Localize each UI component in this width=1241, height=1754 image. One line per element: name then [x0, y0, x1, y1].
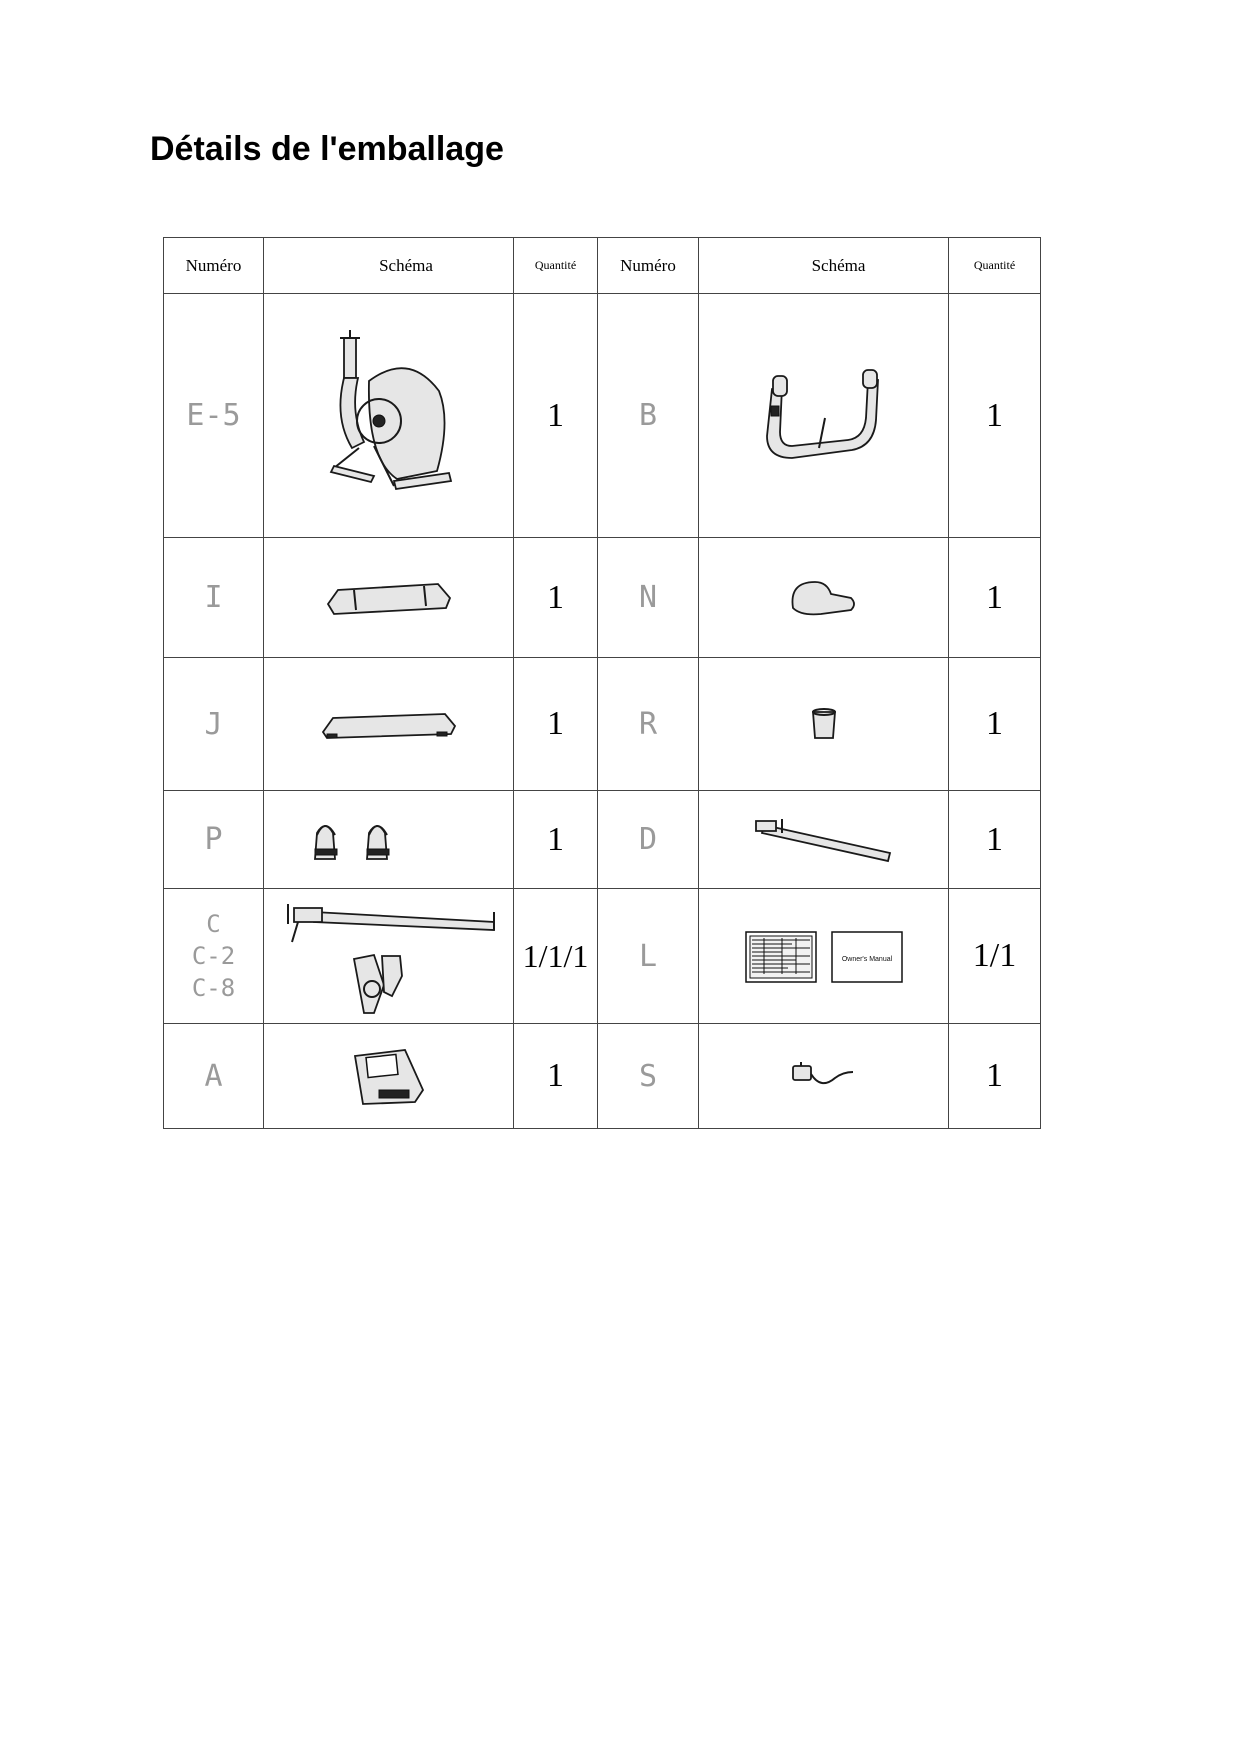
- header-number: Numéro: [598, 238, 699, 294]
- quantity: 1: [514, 791, 598, 889]
- header-schema: Schéma: [264, 238, 514, 294]
- header-quantity: Quantité: [949, 238, 1041, 294]
- quantity: 1: [949, 1024, 1041, 1129]
- table-row: [164, 294, 1041, 538]
- bike-frame-icon: [314, 326, 464, 506]
- part-number: B: [598, 294, 699, 538]
- quantity: 1: [514, 294, 598, 538]
- table-row: [164, 1024, 1041, 1129]
- part-number: J: [164, 658, 264, 791]
- quantity: 1: [949, 294, 1041, 538]
- table-row: [164, 791, 1041, 889]
- quantity: 1/1: [949, 889, 1041, 1024]
- part-number: P: [164, 791, 264, 889]
- page-title: Détails de l'emballage: [150, 130, 504, 168]
- bottle-holder-icon: [809, 706, 839, 742]
- part-number: C: [206, 910, 221, 938]
- quantity: 1/1/1: [514, 889, 598, 1024]
- part-number: D: [598, 791, 699, 889]
- quantity: 1: [949, 791, 1041, 889]
- part-number: I: [164, 538, 264, 658]
- part-number: N: [598, 538, 699, 658]
- table-row: [164, 889, 1041, 1024]
- part-number: A: [164, 1024, 264, 1129]
- part-number: C-2: [191, 942, 236, 970]
- table-header-row: [164, 238, 1041, 294]
- rear-stabilizer-icon: [319, 704, 459, 744]
- header-number: Numéro: [164, 238, 264, 294]
- seat-post-and-brackets-icon: [274, 894, 504, 1019]
- quantity: 1: [514, 1024, 598, 1129]
- part-number: S: [598, 1024, 699, 1129]
- owners-manual-label: Owner's Manual: [841, 956, 892, 963]
- part-number: R: [598, 658, 699, 791]
- front-stabilizer-icon: [324, 578, 454, 618]
- header-quantity: Quantité: [514, 238, 598, 294]
- handlebar-icon: [759, 366, 889, 466]
- header-schema: Schéma: [699, 238, 949, 294]
- part-number: E-5: [164, 294, 264, 538]
- quantity: 1: [949, 658, 1041, 791]
- quantity: 1: [514, 658, 598, 791]
- part-number: L: [598, 889, 699, 1024]
- seat-icon: [789, 578, 859, 618]
- console-icon: [349, 1046, 429, 1106]
- seat-slider-icon: [754, 815, 894, 865]
- pedals-icon: [309, 815, 449, 865]
- packing-table: [163, 237, 1041, 1129]
- power-adapter-icon: [789, 1056, 859, 1096]
- table-row: [164, 658, 1041, 791]
- part-number: C-8: [191, 974, 236, 1002]
- quantity: 1: [514, 538, 598, 658]
- table-row: [164, 538, 1041, 658]
- quantity: 1: [949, 538, 1041, 658]
- manual-sheets-icon: [744, 926, 904, 986]
